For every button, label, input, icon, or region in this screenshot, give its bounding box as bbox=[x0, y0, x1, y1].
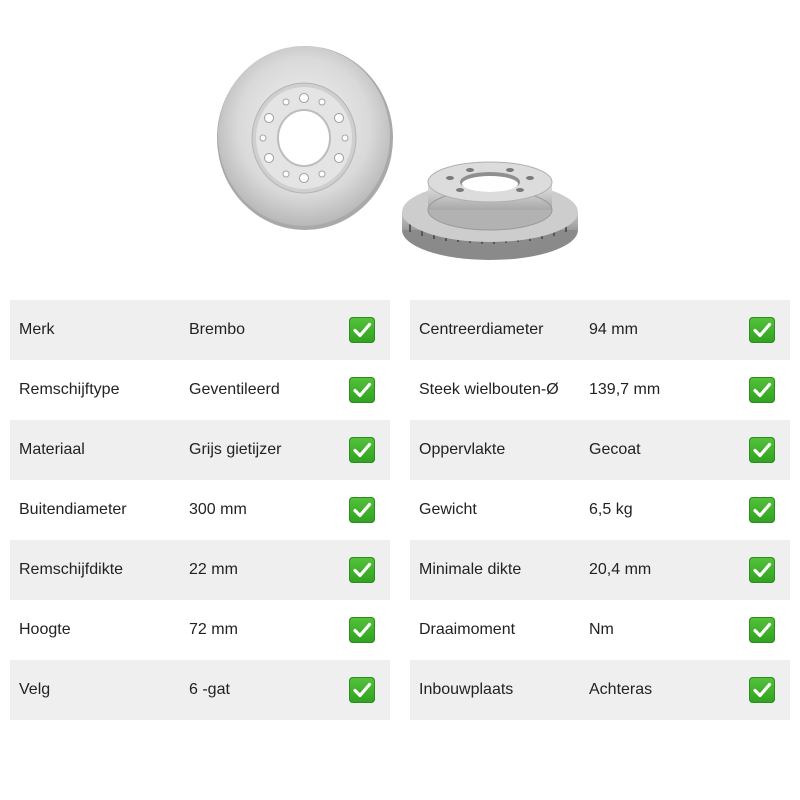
spec-row-oppervlakte bbox=[410, 420, 790, 480]
check-icon bbox=[749, 377, 775, 403]
check-icon bbox=[349, 497, 375, 523]
check-icon bbox=[749, 617, 775, 643]
spec-value: Geventileerd bbox=[189, 381, 280, 398]
spec-row-minimale-dikte bbox=[410, 540, 790, 600]
spec-row-draaimoment bbox=[410, 600, 790, 660]
spec-table-right bbox=[410, 300, 790, 720]
spec-row-materiaal bbox=[10, 420, 390, 480]
spec-value: 20,4 mm bbox=[589, 561, 652, 578]
spec-table-left bbox=[10, 300, 390, 720]
spec-label: Hoogte bbox=[19, 621, 71, 638]
spec-label: Minimale dikte bbox=[419, 561, 522, 578]
spec-label: Materiaal bbox=[19, 441, 85, 458]
spec-value: Achteras bbox=[589, 681, 653, 698]
spec-value: 22 mm bbox=[189, 561, 238, 578]
spec-value: 300 mm bbox=[189, 501, 247, 518]
spec-label: Remschijfdikte bbox=[19, 561, 124, 578]
spec-label: Buitendiameter bbox=[19, 501, 127, 518]
spec-row-inbouwplaats bbox=[410, 660, 790, 720]
check-icon bbox=[749, 557, 775, 583]
spec-label: Gewicht bbox=[419, 501, 477, 518]
check-icon bbox=[349, 557, 375, 583]
spec-row-merk bbox=[10, 300, 390, 360]
spec-label: Draaimoment bbox=[419, 621, 516, 638]
check-icon bbox=[349, 377, 375, 403]
spec-label: Centreerdiameter bbox=[419, 321, 544, 338]
spec-row-centreerdiameter bbox=[410, 300, 790, 360]
spec-row-gewicht bbox=[410, 480, 790, 540]
check-icon bbox=[349, 617, 375, 643]
spec-value: 6,5 kg bbox=[589, 501, 633, 518]
spec-row-velg bbox=[10, 660, 390, 720]
check-icon bbox=[349, 677, 375, 703]
spec-label: Velg bbox=[19, 681, 51, 698]
spec-value: Gecoat bbox=[589, 441, 641, 458]
spec-label: Inbouwplaats bbox=[419, 681, 514, 698]
spec-value: 6 -gat bbox=[189, 681, 230, 698]
spec-label: Remschijftype bbox=[19, 381, 120, 398]
spec-label: Steek wielbouten-Ø bbox=[419, 381, 559, 398]
check-icon bbox=[749, 677, 775, 703]
spec-row-hoogte bbox=[10, 600, 390, 660]
spec-value: Nm bbox=[589, 621, 614, 638]
spec-row-remschijftype bbox=[10, 360, 390, 420]
brake-disc-front-view bbox=[217, 46, 393, 230]
spec-label: Oppervlakte bbox=[419, 441, 506, 458]
check-icon bbox=[749, 317, 775, 343]
spec-value: Brembo bbox=[189, 321, 246, 338]
spec-value: Grijs gietijzer bbox=[189, 441, 282, 458]
spec-row-steek-wielbouten bbox=[410, 360, 790, 420]
spec-label: Merk bbox=[19, 321, 55, 338]
brake-disc-angled-view bbox=[402, 162, 578, 260]
spec-row-buitendiameter bbox=[10, 480, 390, 540]
check-icon bbox=[749, 497, 775, 523]
check-icon bbox=[749, 437, 775, 463]
check-icon bbox=[349, 437, 375, 463]
brake-disc-pair-image bbox=[200, 20, 600, 270]
spec-value: 72 mm bbox=[189, 621, 238, 638]
spec-row-remschijfdikte bbox=[10, 540, 390, 600]
check-icon bbox=[349, 317, 375, 343]
spec-value: 94 mm bbox=[589, 321, 638, 338]
spec-value: 139,7 mm bbox=[589, 381, 661, 398]
